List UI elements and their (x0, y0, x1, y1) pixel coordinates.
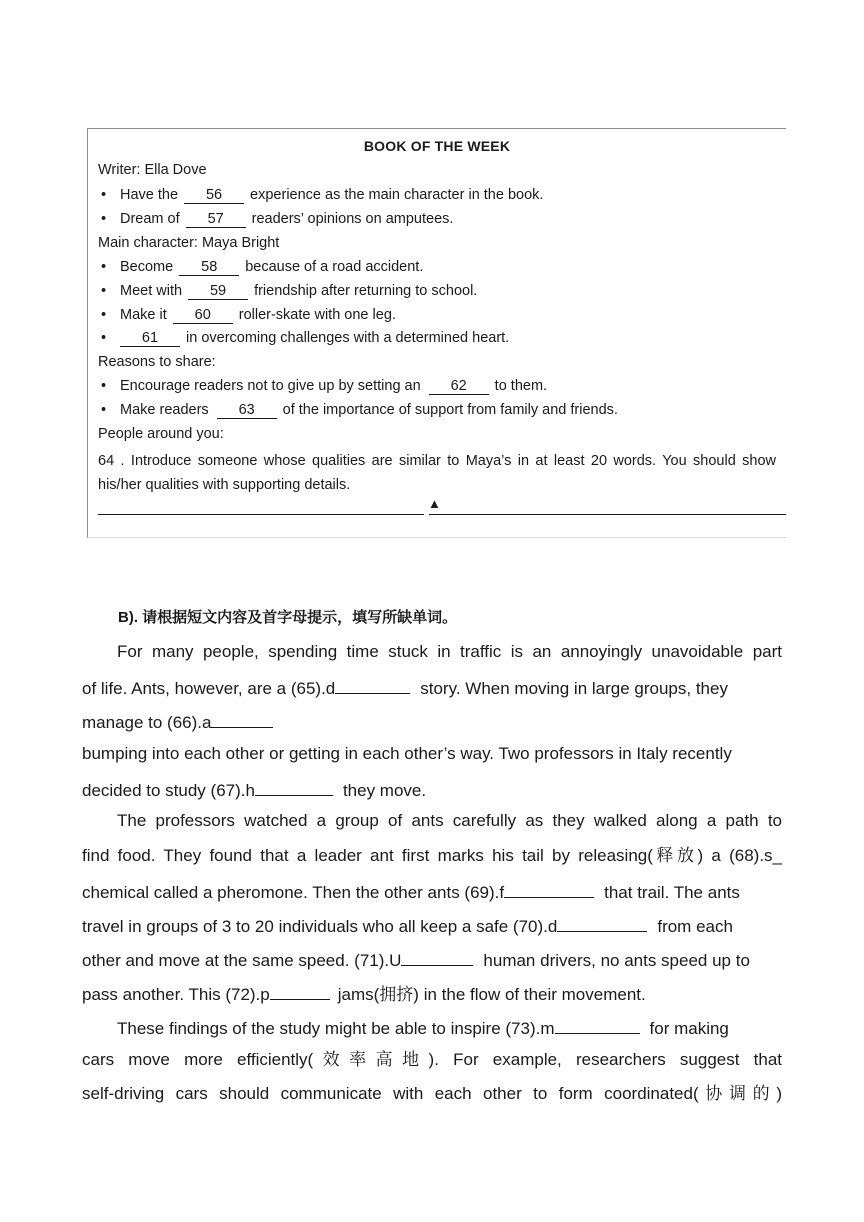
blank-59[interactable]: 59 (188, 283, 248, 300)
section-b-heading: B). 请根据短文内容及首字母提示，填写所缺单词。 (118, 609, 458, 626)
passage-line-14: self-driving cars should communicate with each other to form coordinated(协调的) (82, 1084, 782, 1103)
question-64: 64 . Introduce someone whose qualities are similar to Maya’s in at least 20 words. You should show his/her qualities with supporting details. (98, 453, 776, 493)
blank-67[interactable] (255, 777, 333, 796)
blank-66[interactable] (211, 709, 273, 728)
blank-70[interactable] (557, 913, 647, 932)
reasons-label: Reasons to share: (98, 354, 216, 370)
passage-line-3: manage to (66).a (82, 709, 782, 734)
blank-62[interactable]: 62 (429, 378, 489, 395)
passage-line-10: other and move at the same speed. (71).U human drivers, no ants speed up to (82, 947, 782, 972)
passage-line-4: bumping into each other or getting in each other’s way. Two professors in Italy recently (82, 744, 732, 763)
people-label: People around you: (98, 426, 224, 442)
blank-60[interactable]: 60 (173, 307, 233, 324)
triangle-marker-icon: ▲ (428, 496, 441, 511)
blank-72[interactable] (270, 981, 330, 1000)
blank-61[interactable]: 61 (120, 330, 180, 347)
blank-71[interactable] (401, 947, 473, 966)
box-title: BOOK OF THE WEEK (363, 138, 511, 154)
writer-label: Writer: Ella Dove (98, 162, 207, 178)
blank-63[interactable]: 63 (217, 402, 277, 419)
reason-item-63: • Make readers 63 of the importance of support from family and friends. (101, 402, 618, 418)
character-item-61: • 61 in overcoming challenges with a determined heart. (101, 330, 510, 346)
blank-58[interactable]: 58 (179, 259, 239, 276)
passage-line-11: pass another. This (72).p jams(拥挤) in the flow of their movement. (82, 981, 782, 1006)
reason-item-62: • Encourage readers not to give up by setting an 62 to them. (101, 378, 548, 394)
character-item-60: • Make it 60 roller-skate with one leg. (101, 307, 396, 323)
writer-item-56: • Have the 56 experience as the main character in the book. (101, 187, 544, 203)
passage-line-1: For many people, spending time stuck in traffic is an annoyingly unavoidable part (117, 642, 782, 661)
passage-line-8: chemical called a pheromone. Then the other ants (69).f that trail. The ants (82, 879, 782, 904)
passage-line-2: of life. Ants, however, are a (65).d story. When moving in large groups, they (82, 675, 782, 700)
passage-line-6: The professors watched a group of ants carefully as they walked along a path to (117, 811, 782, 830)
passage-line-13: cars move more efficiently(效率高地). For example, researchers suggest that (82, 1050, 782, 1069)
book-of-the-week-box (87, 128, 786, 538)
character-item-59: • Meet with 59 friendship after returning to school. (101, 283, 478, 299)
character-item-58: • Become 58 because of a road accident. (101, 259, 424, 275)
blank-57[interactable]: 57 (186, 211, 246, 228)
blank-73[interactable] (555, 1015, 640, 1034)
passage-line-9: travel in groups of 3 to 20 individuals who all keep a safe (70).d from each (82, 913, 782, 938)
blank-56[interactable]: 56 (184, 187, 244, 204)
writer-item-57: • Dream of 57 readers’ opinions on amputees. (101, 211, 454, 227)
answer-line-64[interactable] (98, 514, 786, 516)
blank-65[interactable] (335, 675, 410, 694)
blank-69[interactable] (504, 879, 594, 898)
main-character-label: Main character: Maya Bright (98, 235, 280, 251)
passage-line-12: These findings of the study might be able to inspire (73).m for making (82, 1015, 782, 1040)
passage-line-5: decided to study (67).h they move. (82, 777, 782, 802)
passage-line-7: find food. They found that a leader ant first marks his tail by releasing(释放) a (68).s_ (82, 846, 782, 865)
